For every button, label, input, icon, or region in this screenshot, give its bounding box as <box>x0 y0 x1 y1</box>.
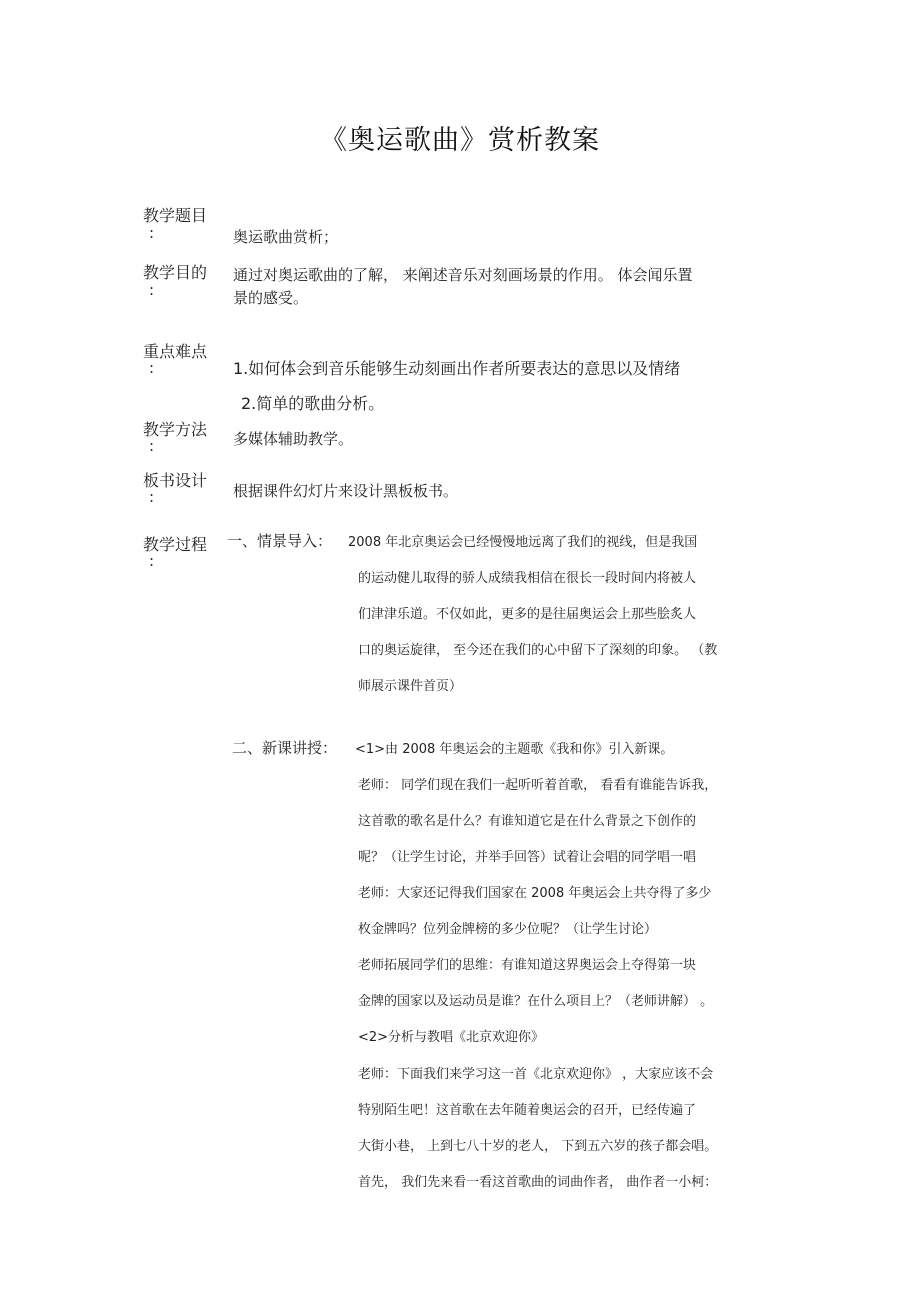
section-line: 特别陌生吧！这首歌在去年随着奥运会的召开，已经传遍了 <box>358 1103 697 1118</box>
field-colon-process: : <box>149 552 155 570</box>
field-value-topic: 奥运歌曲赏析； <box>233 228 339 246</box>
field-value-key-point: 1.如何体会到音乐能够生动刻画出作者所要表达的意思以及情绪 <box>233 359 681 378</box>
field-label-key-points: 重点难点 <box>143 342 208 361</box>
section-line: 老师：下面我们来学习这一首《北京欢迎你》 ，大家应该不会 <box>358 1067 714 1082</box>
section-line: 师展示课件首页） <box>358 679 463 694</box>
field-value-objective-line: 通过对奥运歌曲的了解， 来阐述音乐对刻画场景的作用。 体会闻乐置 <box>233 266 693 284</box>
field-value-key-point: 2.简单的歌曲分析。 <box>241 394 385 413</box>
field-colon-board: : <box>149 488 155 506</box>
section-line: 首先， 我们先来看一看这首歌曲的词曲作者， 曲作者一小柯： <box>358 1175 718 1190</box>
field-label-board: 板书设计 <box>143 471 208 490</box>
document-title: 《奥运歌曲》赏析教案 <box>320 125 600 156</box>
section-line: 枚金牌吗？位列金牌榜的多少位呢？（让学生讨论） <box>358 922 658 937</box>
field-value-board: 根据课件幻灯片来设计黑板板书。 <box>233 482 459 500</box>
section-line: <2>分析与教唱《北京欢迎你》 <box>358 1030 545 1045</box>
field-colon-topic: : <box>149 224 155 242</box>
section-line: 老师：大家还记得我们国家在 2008 年奥运会上共夺得了多少 <box>358 886 712 901</box>
field-colon-key-points: : <box>149 359 155 377</box>
field-label-objective: 教学目的 <box>143 263 208 282</box>
section-line: <1>由 2008 年奥运会的主题歌《我和你》引入新课。 <box>355 742 674 757</box>
section-line: 大街小巷， 上到七八十岁的老人， 下到五六岁的孩子都会唱。 <box>358 1139 718 1154</box>
section-line: 呢？（让学生讨论，并举手回答）试着让会唱的同学唱一唱 <box>358 850 697 865</box>
field-value-method: 多媒体辅助教学。 <box>233 430 354 448</box>
section-line: 金牌的国家以及运动员是谁？在什么项目上？（老师讲解） 。 <box>358 994 714 1009</box>
section-line: 们津津乐道。不仅如此，更多的是往届奥运会上那些脍炙人 <box>358 607 697 622</box>
section-heading-intro: 一、情景导入： <box>227 532 333 550</box>
field-label-method: 教学方法 <box>143 420 208 439</box>
section-line: 老师： 同学们现在我们一起听听着首歌， 看看有谁能告诉我， <box>358 778 718 793</box>
field-label-process: 教学过程 <box>143 535 208 554</box>
section-heading-new-lesson: 二、新课讲授： <box>232 739 338 757</box>
field-value-objective-line: 景的感受。 <box>233 289 309 307</box>
section-line: 2008 年北京奥运会已经慢慢地远离了我们的视线，但是我国 <box>348 535 698 550</box>
section-line: 的运动健儿取得的骄人成绩我相信在很长一段时间内将被人 <box>358 571 697 586</box>
field-colon-method: : <box>149 437 155 455</box>
field-colon-objective: : <box>149 281 155 299</box>
section-line: 老师拓展同学们的思维：有谁知道这界奥运会上夺得第一块 <box>358 958 697 973</box>
section-line: 这首歌的歌名是什么？有谁知道它是在什么背景之下创作的 <box>358 814 697 829</box>
field-label-topic: 教学题目 <box>143 206 208 225</box>
section-line: 口的奥运旋律， 至今还在我们的心中留下了深刻的印象。 （教 <box>358 643 718 658</box>
